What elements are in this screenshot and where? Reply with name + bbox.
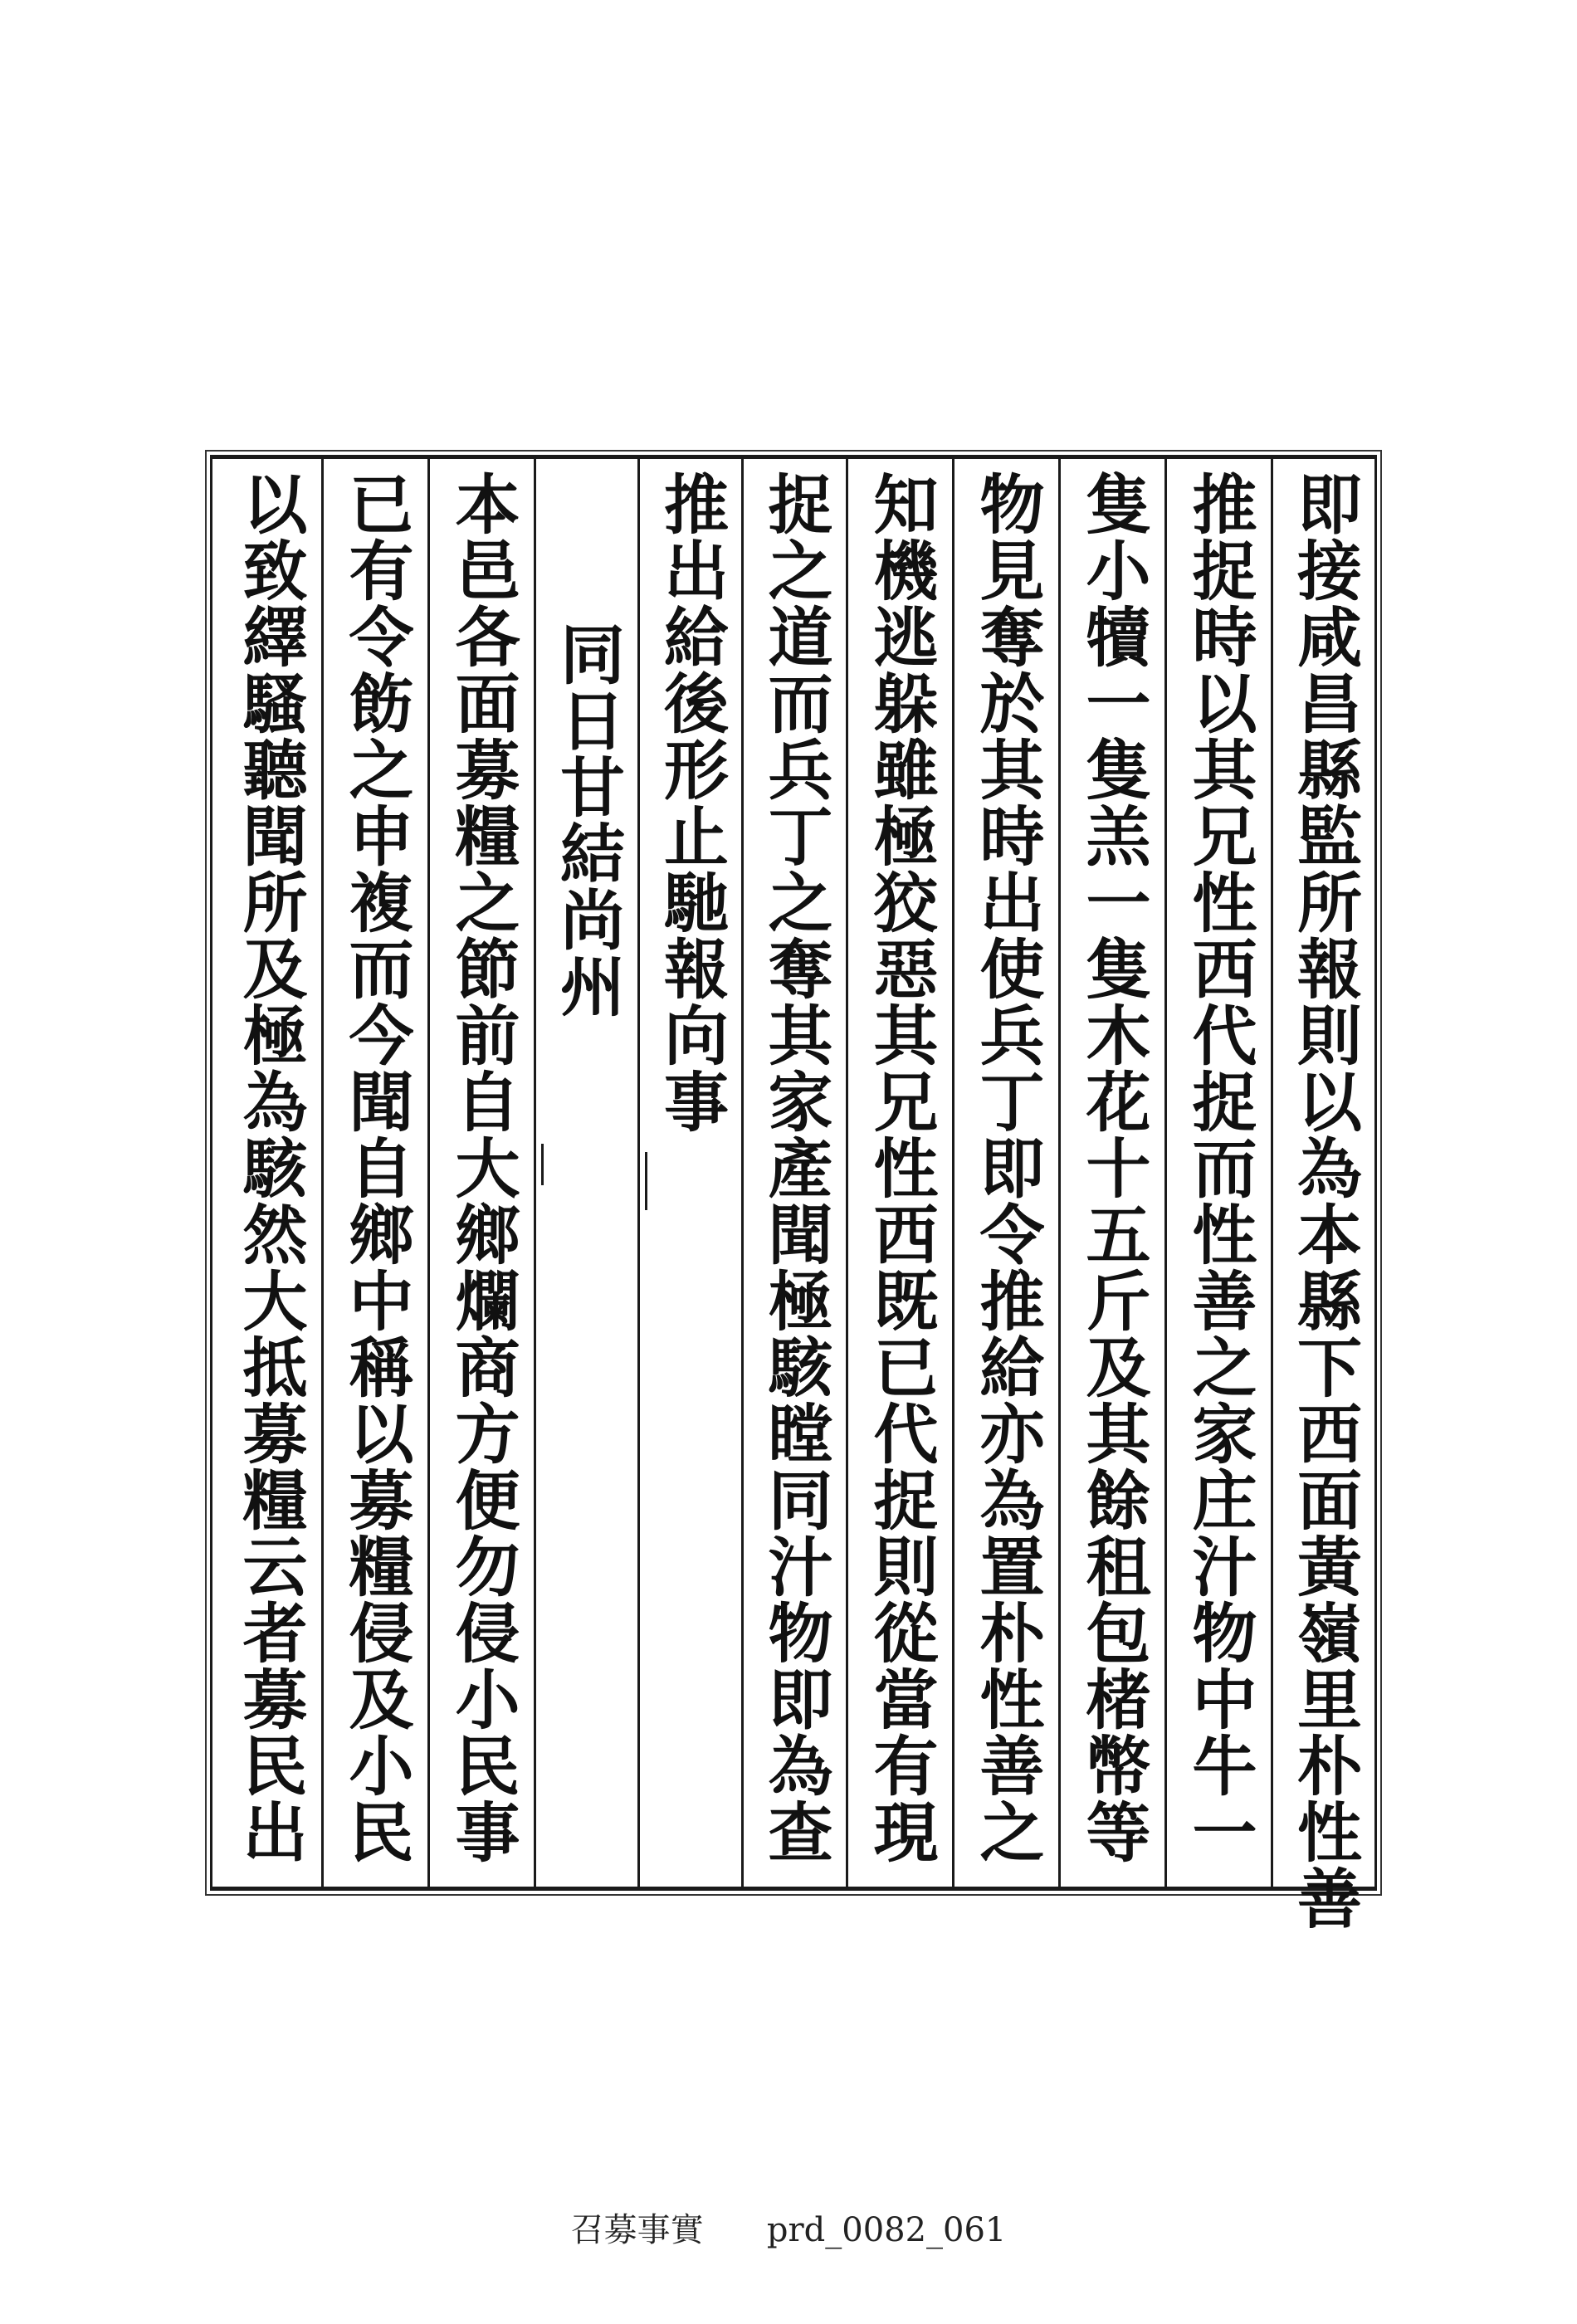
text-column-2	[1167, 459, 1271, 1887]
column-divider	[321, 459, 324, 1887]
column-divider	[952, 459, 954, 1887]
text-column-6	[744, 459, 846, 1887]
column-divider	[1164, 459, 1167, 1887]
text-column-4	[954, 459, 1058, 1887]
column-divider	[1271, 459, 1273, 1887]
text-column-5	[848, 459, 952, 1887]
page-caption	[0, 2204, 1577, 2251]
column-text: 本邑各面募糧之節前自大鄉爛商方便勿侵小民事	[444, 471, 520, 1865]
text-column-11	[217, 459, 321, 1887]
text-column-7	[640, 459, 741, 1887]
column-divider	[427, 459, 430, 1887]
column-text: 即接咸昌縣監所報則以為本縣下西面黃嶺里朴性善	[1286, 471, 1362, 1931]
end-mark	[541, 1144, 544, 1185]
text-column-9	[430, 459, 534, 1887]
column-divider	[1058, 459, 1061, 1887]
column-text: 以致繹騷聽聞所及極為駭然大抵募糧云者募民出	[232, 471, 308, 1865]
column-text: 推出給後形止馳報向事	[653, 471, 729, 1135]
text-column-8	[536, 459, 637, 1887]
column-divider	[637, 459, 640, 1887]
text-column-1	[1273, 459, 1374, 1931]
column-text: 物見奪於其時出使兵丁即令推給亦為置朴性善之	[969, 471, 1045, 1865]
column-text: 同日甘結尚州	[549, 621, 625, 1019]
column-text: 已有令飭之申複而今聞自鄉中稱以募糧侵及小民	[338, 471, 414, 1865]
column-divider	[846, 459, 848, 1887]
caption-code: prd_0082_061	[766, 2211, 1007, 2249]
column-divider	[534, 459, 536, 1887]
column-text: 知機逃躲雖極狡惡其兄性西既已代捉則從當有現	[862, 471, 939, 1865]
column-text: 推捉時以其兄性西代捉而性善之家庄汁物中牛一	[1181, 471, 1257, 1865]
text-frame	[210, 455, 1377, 1931]
text-column-10	[324, 459, 427, 1887]
column-divider	[741, 459, 744, 1887]
column-text: 捉之道而兵丁之奪其家產聞極駭瞠同汁物即為查	[757, 471, 833, 1865]
column-text: 隻小犢一隻羔一隻木花十五斤及其餘租包楮幣等	[1075, 471, 1151, 1865]
end-mark	[645, 1152, 647, 1210]
text-column-3	[1061, 459, 1164, 1887]
caption-title: 召募事實	[570, 2211, 704, 2249]
